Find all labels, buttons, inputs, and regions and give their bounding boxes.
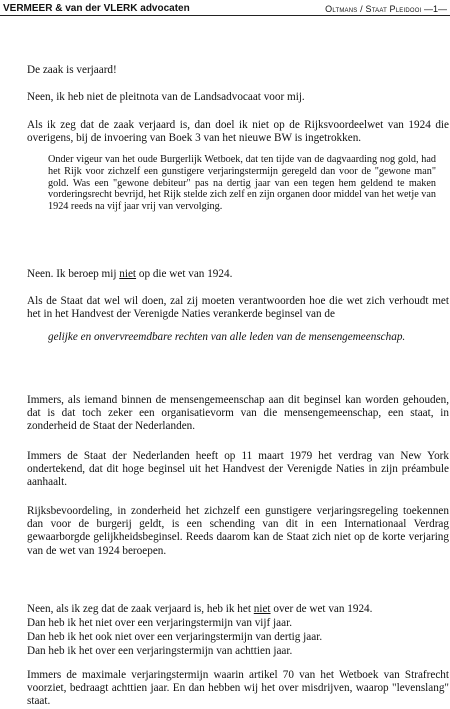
paragraph-handvest: Als de Staat dat wel wil doen, zal zij moeten verantwoorden hoe die wet zich verhoudt met het in het Handvest der Verenigde Naties verankerde beginsel van de: [27, 295, 449, 321]
line-vijf-jaar: Dan heb ik het niet over een verjaringstermijn van vijf jaar.: [27, 617, 292, 629]
line-achttien-jaar: Dan heb ik het over een verjaringstermijn van achttien jaar.: [27, 645, 293, 657]
verjaard-text-start: Neen, als ik zeg dat de zaak verjaard is, heb ik het: [27, 603, 254, 615]
principle-quote: gelijke en onvervreemdbare rechten van alle leden van de mensengemeenschap.: [48, 331, 406, 343]
paragraph-rijksvoordeelwet: Als ik zeg dat de zaak verjaard is, dan doel ik niet op de Rijksvoordeelwet van 1924 die overigens, bij de invoering van Boek 3 van het nieuwe BW is ingetrokken.: [27, 119, 449, 145]
indented-quote: Onder vigeur van het oude Burgerlijk Wetboek, dat ten tijde van de dagvaarding nog gold, had het Rijk voor zichzelf een gunstigere verjaringstermijn geregeld dan voor de "gewone man" gold. Was een "gewone debiteur" pas na dertig jaar van een tegen hem geldend te maken vorderingsrecht bevrijd, het Rijk stelde zich zelf en zijn organen door middel van het wetje van 1924 reeds na vijf jaar vrij van vervolging.: [48, 154, 436, 213]
emphasis-niet-2: niet: [253, 603, 271, 615]
paragraph-mensengemeenschap: Immers, als iemand binnen de mensengemeenschap aan dit beginsel kan worden gehouden, dat is dat toch zeker een organisatievorm van die mensengemeenschap, een staat, in zonderheid de Staat der Nederlanden.: [27, 394, 449, 433]
case-title: Oltmans / Staat: [325, 4, 387, 14]
beroep-text-end: op die wet van 1924.: [136, 268, 233, 280]
paragraph-rijksbevoordeling: Rijksbevoordeling, in zonderheid het zichzelf een gunstigere verjaringsregeling toekennen dan voor de burgerij geldt, is een schending van dit in een Internationaal Verdrag gewaarborgde gelijkheidsbeginsel. Reeds daarom kan de Staat zich niet op de korte verjaring van de wet van 1924 beroepen.: [27, 505, 449, 557]
case-reference: [325, 3, 450, 15]
beroep-text-start: Neen. Ik beroep mij: [27, 268, 120, 280]
paragraph-pleitnota: Neen, ik heb niet de pleitnota van de Landsadvocaat voor mij.: [27, 91, 305, 103]
header-divider: [0, 15, 450, 16]
firm-name: VERMEER & van der VLERK advocaten: [3, 3, 190, 14]
paragraph-strafrecht: Immers de maximale verjaringstermijn waarin artikel 70 van het Wetboek van Strafrecht voorziet, bedraagt achttien jaar. En dan hebben wij het over misdrijven, waarop "levenslang" staat.: [27, 669, 449, 708]
document-type: Pleidooi: [389, 4, 422, 14]
page-header: [0, 0, 450, 15]
verjaard-text-end: over de wet van 1924.: [270, 603, 373, 615]
paragraph-verjaard: [27, 603, 449, 616]
line-dertig-jaar: Dan heb ik het ook niet over een verjaringstermijn van dertig jaar.: [27, 631, 323, 643]
emphasis-niet: niet: [119, 268, 137, 280]
paragraph-beroep: [27, 268, 449, 281]
page-number: —1—: [423, 4, 447, 14]
paragraph-opening: De zaak is verjaard!: [27, 64, 117, 76]
paragraph-verdrag-new-york: Immers de Staat der Nederlanden heeft op 11 maart 1979 het verdrag van New York ondertekend, dat dit hoge beginsel uit het Handvest der Verenigde Naties in zijn préambule aanhaalt.: [27, 450, 449, 489]
